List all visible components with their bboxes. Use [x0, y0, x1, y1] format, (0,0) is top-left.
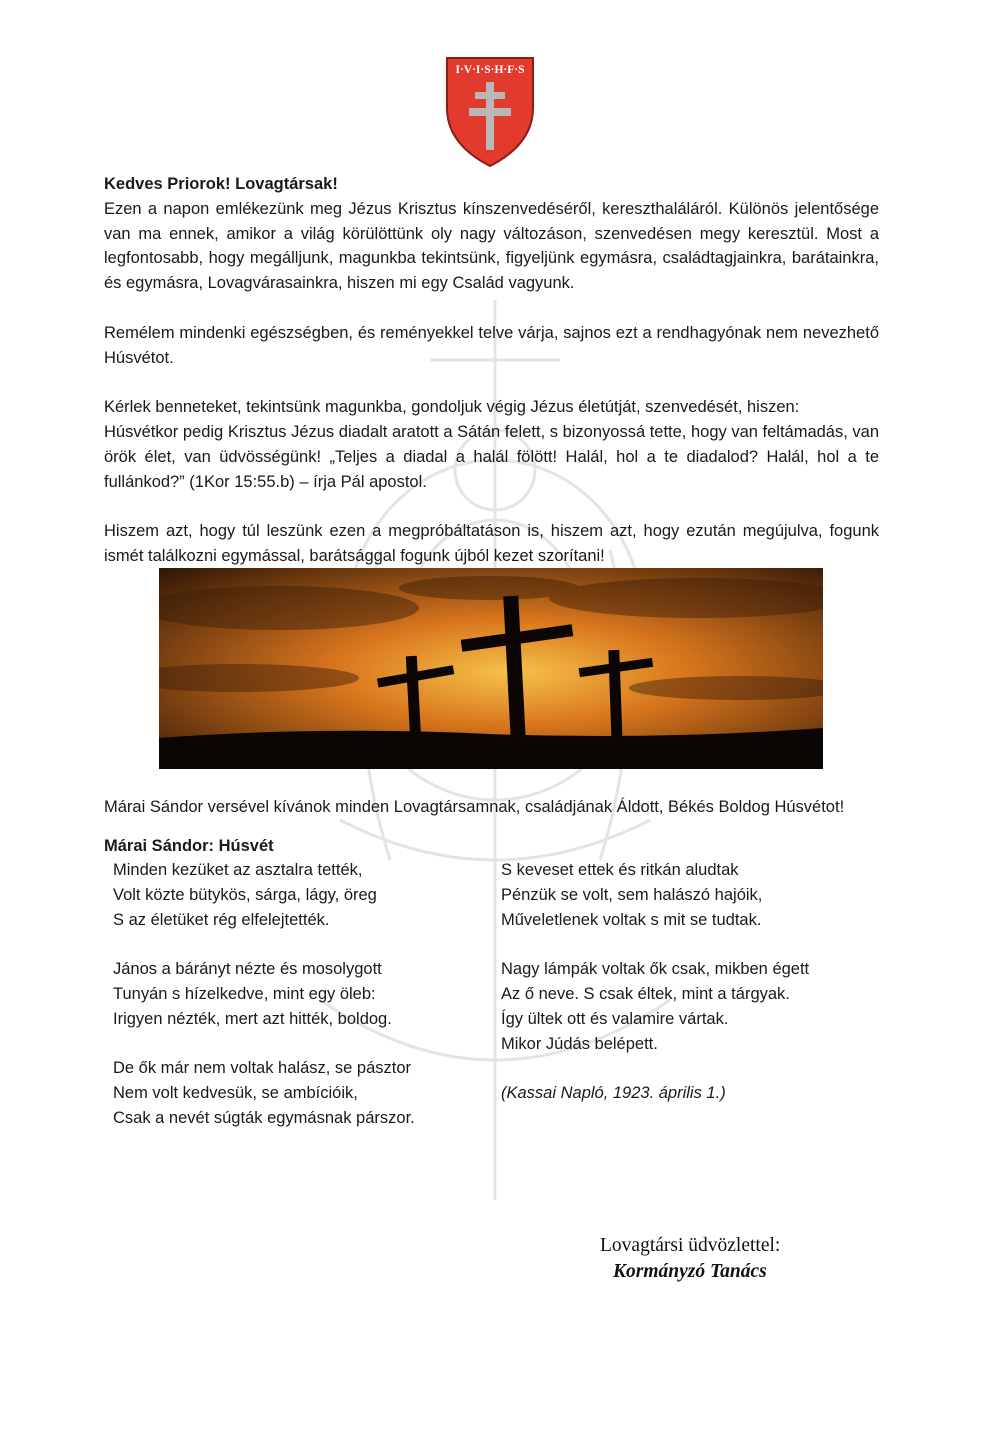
- signature-block: [600, 1233, 780, 1285]
- poem-line: Műveletlenek voltak s mit se tudtak.: [501, 910, 762, 929]
- poem-line: Irigyen nézték, mert azt hitték, boldog.: [113, 1009, 392, 1028]
- poem-title: Márai Sándor: Húsvét: [104, 837, 274, 855]
- poem-line: Minden kezüket az asztalra tették,: [113, 861, 363, 879]
- paragraph-remembrance: Ezen a napon emlékezünk meg Jézus Krisztus kínszenvedéséről, kereszthaláláról. Különös jelentősége van ma ennek, amikor a világ körülöttünk oly nagy változáson, szenvedésen megy keresztül. Most a legfontosabb, hogy megálljunk, magunkba tekintsünk, figyeljünk egymásra, családtagjainkra, barátainkra, és egymásra, Lovagvárasainkra, hiszen mi egy Család vagyunk.: [104, 199, 879, 293]
- poem-line: Így ültek ott és valamire vártak.: [501, 1009, 729, 1028]
- greeting: Kedves Priorok! Lovagtársak!: [104, 175, 338, 193]
- paragraph-reflection-intro: Kérlek benneteket, tekintsünk magunkba, gondoljuk végig Jézus életútját, szenvedését, hiszen:: [104, 398, 800, 417]
- closing-text: Lovagtársi üdvözlettel:: [600, 1235, 781, 1256]
- letter-body: [104, 172, 879, 569]
- poem-line: Nem volt kedvesük, se ambícióik,: [113, 1084, 358, 1103]
- svg-text:I·V·I·S·H·F·S: I·V·I·S·H·F·S: [455, 64, 525, 76]
- poem-line: Csak a nevét súgták egymásnak párszor.: [113, 1108, 415, 1127]
- poem-line: Tunyán s hízelkedve, mint egy öleb:: [113, 984, 376, 1003]
- poem-line: Volt közte bütykös, sárga, lágy, öreg: [113, 885, 377, 904]
- poem-line: S az életüket rég elfelejtették.: [113, 910, 330, 929]
- poem-column-left: [113, 858, 415, 1131]
- poem-source: (Kassai Napló, 1923. április 1.): [501, 1084, 726, 1103]
- order-crest-logo: [444, 56, 536, 168]
- crosses-sunset-image: [159, 568, 823, 769]
- poem-line: Pénzük se volt, sem halászó hajóik,: [501, 885, 763, 904]
- poem-line: Nagy lámpák voltak ők csak, mikben égett: [501, 960, 810, 979]
- paragraph-hope: Remélem mindenki egészségben, és reményekkel telve várja, sajnos ezt a rendhagyónak nem nevezhető Húsvétot.: [104, 323, 879, 367]
- poem-line: S keveset ettek és ritkán aludtak: [501, 861, 739, 879]
- poem-line: De ők már nem voltak halász, se pásztor: [113, 1059, 412, 1078]
- signer-name: Kormányzó Tanács: [613, 1261, 767, 1282]
- poem-line: Az ő neve. S csak éltek, mint a tárgyak.: [501, 984, 790, 1003]
- paragraph-faith: Hiszem azt, hogy túl leszünk ezen a megpróbáltatáson is, hiszem azt, hogy ezután megújulva, fogunk ismét találkozni egymással, barátsággal fogunk újból kezet szorítani!: [104, 522, 879, 565]
- poem-line: Mikor Júdás belépett.: [501, 1034, 658, 1053]
- easter-wish: Márai Sándor versével kívánok minden Lovagtársamnak, családjának Áldott, Békés Boldog Húsvétot!: [104, 798, 845, 816]
- paragraph-easter: Húsvétkor pedig Krisztus Jézus diadalt aratott a Sátán felett, s bizonyossá tette, hogy van feltámadás, van örök élet, van üdvösségünk! „Teljes a diadal a halál fölött! Halál, hol a te diadalod? Halál, hol a te fullánkod?” (1Kor 15:55.b) – írja Pál apostol.: [104, 422, 880, 491]
- poem-column-right: [501, 858, 809, 1106]
- poem-line: János a bárányt nézte és mosolygott: [113, 960, 382, 979]
